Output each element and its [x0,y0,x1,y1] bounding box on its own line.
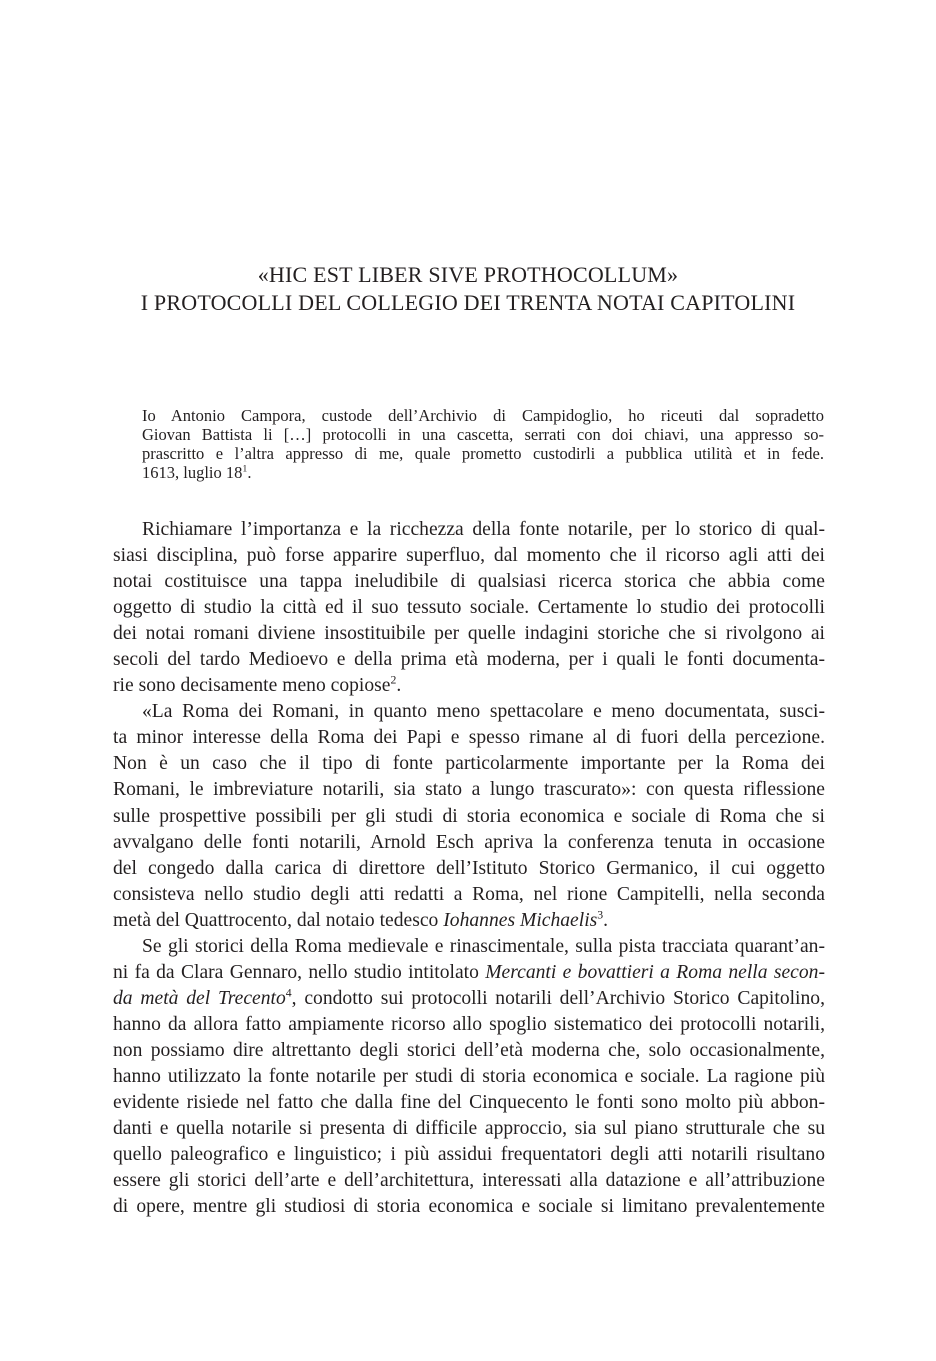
text-line: Se gli storici della Roma medievale e rinascimentale, sulla pista tracciata quarant’an- [142,935,825,957]
text-line: dei notai romani diviene insostituibile per quelle indagini storiche che si rivolgono ai [113,623,825,645]
text-line: hanno utilizzato la fonte notarile per studi di storia economica e sociale. La ragione più [113,1065,825,1087]
title-line-1: «HIC EST LIBER SIVE PROTHOCOLLUM» [257,262,679,287]
text-fragment: , condotto sui protocolli notarili dell’Archivio Storico Capitolino, [291,987,825,1009]
text-line: oggetto di studio la città ed il suo tessuto sociale. Certamente lo studio dei protocolli [113,597,825,619]
text-line: hanno da allora fatto ampiamente ricorso allo spoglio sistematico dei protocolli notarili, [113,1013,825,1035]
italic-title: Mercanti e bovattieri a Roma nella secon- [485,961,825,983]
epigraph-end: . [247,463,252,482]
text-line: Richiamare l’importanza e la ricchezza della fonte notarile, per lo storico di qual- [142,519,825,540]
text-fragment: ni fa da Clara Gennaro, nello studio intitolato [113,961,486,983]
text-fragment: rie sono decisamente meno copiose [113,675,391,697]
epigraph-line: Io Antonio Campora, custode dell’Archivio di Campidoglio, ho riceuti dal sopradetto [142,406,824,425]
text-fragment: . [603,909,609,931]
text-line: siasi disciplina, può forse apparire superfluo, dal momento che il ricorso agli atti dei [113,545,825,567]
text-line: danti e quella notarile si presenta di difficile approccio, sia sul piano strutturale che su [113,1118,825,1140]
text-line [113,960,825,986]
epigraph-line: prascritto e l’altra appresso di me, quale prometto custodirli a pubblica utilità et in fede. [142,444,824,463]
text-line: Non è un caso che il tipo di fonte particolarmente importante per la Roma dei [113,753,825,775]
text-line: non possiamo dire altrettanto degli storici dell’età moderna che, solo occasionalmente, [113,1039,825,1061]
title-line-2: I PROTOCOLLI DEL COLLEGIO DEI TRENTA NOTAI CAPITOLINI [140,290,796,315]
text-line: avvalgano delle fonti notarili, Arnold Esch apriva la conferenza tenuta in occasione [113,831,825,853]
epigraph-line [142,463,824,482]
epigraph-date: 1613, luglio 18 [142,463,243,482]
text-line: secoli del tardo Medioevo e della prima età moderna, per i quali le fonti documenta- [113,649,825,671]
epigraph-line: Giovan Battista li […] protocolli in una cascetta, serrati con doi chiavi, una appresso so- [142,425,824,444]
footnote-ref-4: 4 [285,986,292,1000]
text-line: Romani, le imbreviature notarili, sia stato a lungo trascurato»: con questa riflessione [113,779,825,801]
text-line: notai costituisce una tappa ineludibile di qualsiasi ricerca storica che abbia come [113,571,825,593]
text-line [113,908,825,934]
body-text [113,517,825,1220]
footnote-ref-2: 2 [390,673,397,687]
text-fragment: . [396,675,402,697]
text-line: essere gli storici dell’arte e dell’architettura, interessati alla datazione e all’attribuzione [113,1170,825,1192]
text-line [113,986,825,1012]
text-line: di opere, mentre gli studiosi di storia economica e sociale si limitano prevalentemente [113,1196,825,1218]
text-line: ta minor interesse della Roma dei Papi e spesso rimane al di fuori della percezione. [113,727,825,749]
chapter-title [0,261,936,317]
footnote-ref-3: 3 [597,908,604,922]
epigraph [142,406,824,482]
text-line: sulle prospettive possibili per gli studi di storia economica e sociale di Roma che si [113,805,825,827]
text-fragment: metà del Quattrocento, dal notaio tedesco [113,909,444,931]
italic-title: da metà del Trecento [113,987,286,1009]
text-line: del congedo dalla carica di direttore dell’Istituto Storico Germanico, il cui oggetto [113,857,825,879]
text-line: evidente risiede nel fatto che dalla fine del Cinquecento le fonti sono molto più abbon- [113,1092,825,1114]
italic-name: Iohannes Michaelis [443,909,598,931]
text-line: quello paleografico e linguistico; i più assidui frequentatori degli atti notarili risultano [113,1144,825,1166]
text-line: consisteva nello studio degli atti redatti a Roma, nel rione Campitelli, nella seconda [113,883,825,905]
footnote-ref-1: 1 [242,463,248,475]
text-line [113,673,825,699]
text-line: «La Roma dei Romani, in quanto meno spettacolare e meno documentata, susci- [142,701,825,723]
